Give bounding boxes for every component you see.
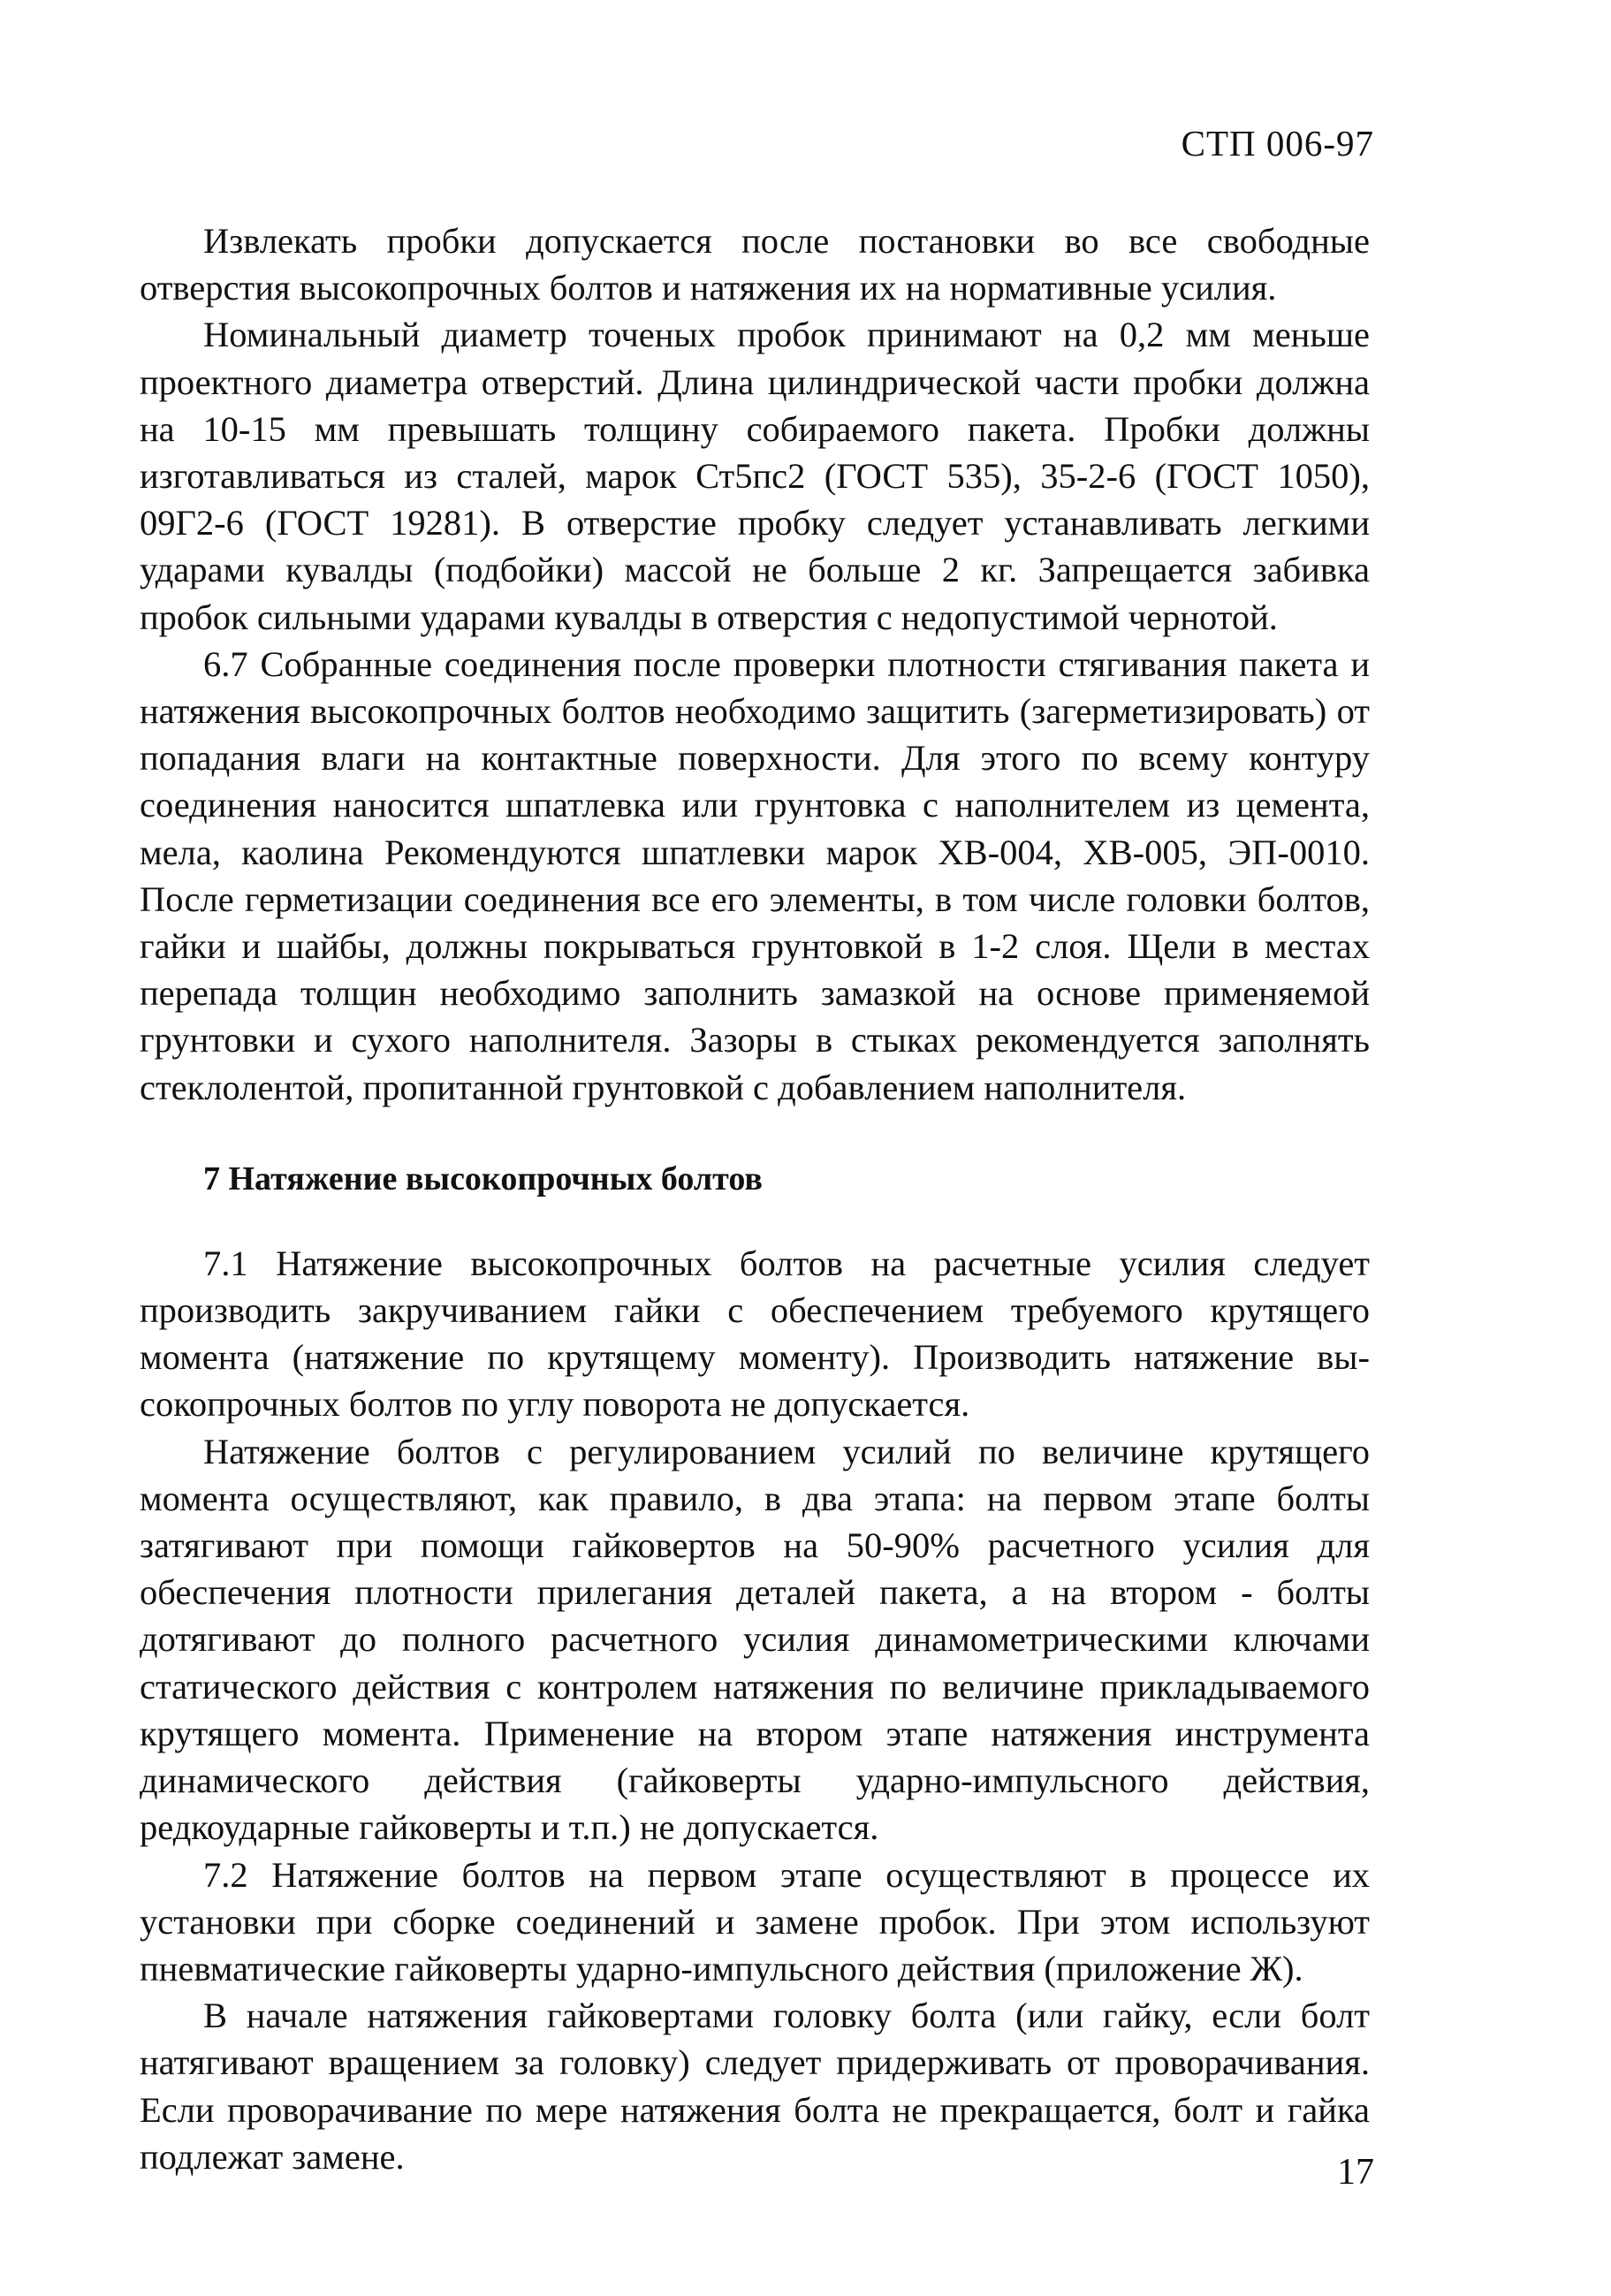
document-code: СТП 006-97 [1181,123,1374,163]
paragraph-6-7: 6.7 Собранные соединения после проверки плотности стягивания пакета и натяжения высокопрочных болтов необходимо защитить (загерметизировать) от попадания влаги на контактные поверхности. Для этого по всему контуру соединения наносится шпатлевка или грунтовка с наполнителем из цемента, мела, каолина Рекомендуются шпатлевки марок ХВ-004, ХВ-005, ЭП-0010. После герметизации соединения все его элементы, в том числе головки болтов, гайки и шайбы, должны покрываться грунтовкой в 1-2 слоя. Щели в местах перепада толщин необходимо заполнить замазкой на основе применяемой грунтовки и сухого наполнителя. Зазоры в стыках рекомендуется заполнять стеклолентой, пропитанной грунтовкой с добавлением наполнителя. [140,643,1370,1107]
paragraph-7-1: 7.1 Натяжение высокопрочных болтов на расчетные усилия следует производить закручиванием гайки с обеспечением требуемого крутящего момента (натяжение по крутящему моменту). Производить натяжение высокопрочных болтов по углу поворота не допускается. [140,1243,1370,1425]
paragraph-7-2: 7.2 Натяжение болтов на первом этапе осуществляют в процессе их установки при сборке соединений и замене пробок. При этом используют пневматические гайковерты ударно-импульсного действия (приложение Ж). [140,1854,1370,1988]
paragraph: Номинальный диаметр точеных пробок принимают на 0,2 мм меньше проектного диаметра отверстий. Длина цилиндрической части пробки должна на 10-15 мм превышать толщину собираемого пакета. Пробки должны изготавливаться из сталей, марок Ст5пс2 (ГОСТ 535), 35-2-6 (ГОСТ 1050), 09Г2-6 (ГОСТ 19281). В отверстие пробку следует устанавливать легкими ударами кувалды (подбойки) массой не больше 2 кг. Запрещается забивка пробок сильными ударами кувалды в отверстия с недопустимой чернотой. [140,315,1370,637]
paragraph: В начале натяжения гайковертами головку болта (или гайку, если болт натягивают вращением за головку) следует придерживать от проворачивания. Если проворачивание по мере натяжения болта не прекращается, болт и гайка подлежат замене. [140,1996,1370,2177]
page-body [140,217,1370,2180]
paragraph: Извлекать пробки допускается после постановки во все свободные отверстия высокопрочных болтов и натяжения их на нормативные усилия. [140,221,1370,308]
page-number: 17 [1337,2152,1374,2193]
section-heading: 7 Натяжение высокопрочных болтов [203,1159,763,1197]
paragraph: Натяжение болтов с регулированием усилий по величине крутящего момента осуществляют, как правило, в два этапа: на первом этапе болты затягивают при помощи гайковертов на 50-90% расчетного усилия для обеспечения плотности прилегания деталей пакета, а на втором - болты дотягивают до полного расчетного усилия динамометрическими ключами статического действия с контролем натяжения по величине прикладываемого крутящего момента. Применение на втором этапе натяжения инструмента динамического действия (гайковерты ударно-импульсного действия, редкоударные гайковерты и т.п.) не допускается. [140,1431,1370,1848]
